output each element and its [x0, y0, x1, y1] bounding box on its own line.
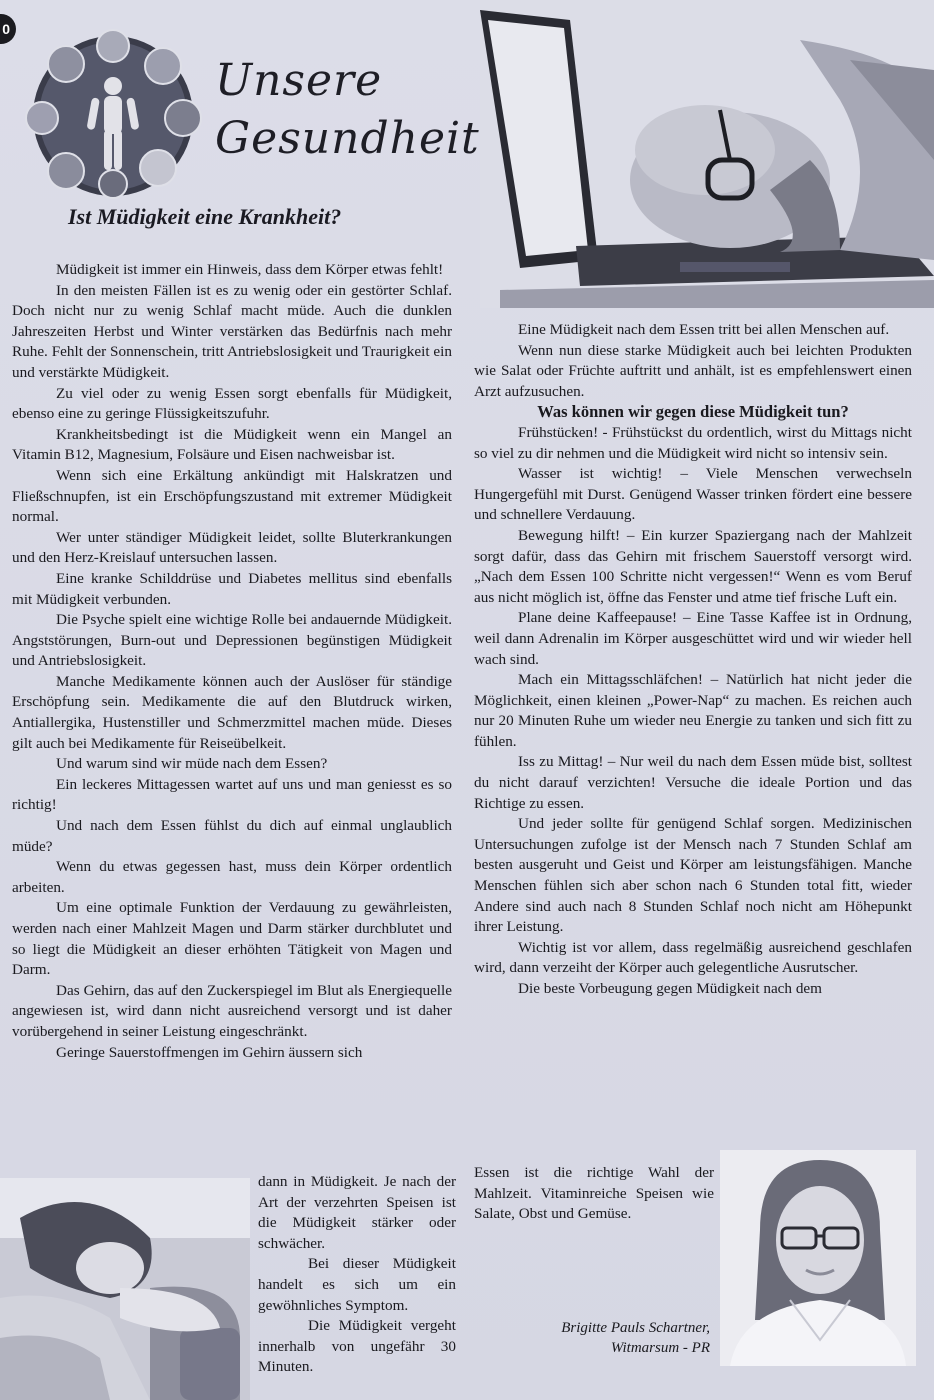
paragraph: Wenn nun diese starke Müdigkeit auch bei leichten Produkten wie Salat oder Früchte auftritt und anhält, ist es empfehlenswert einen Arzt aufzusuchen. — [474, 341, 912, 400]
page-number-badge: 0 — [0, 14, 16, 44]
paragraph: In den meisten Fällen ist es zu wenig oder ein gestörter Schlaf. Doch nicht nur zu wenig Schlaf macht müde. Auch die dunklen Jahreszeiten Herbst und Winter verstärken das Bedürfnis nach mehr Ruhe. Fehlt der Sonnenschein, tritt Antriebslosigkeit und Traurigkeit ein und verstärkte Müdigkeit. — [12, 281, 452, 381]
section-heading-line2: Gesundheit — [215, 113, 480, 164]
paragraph: Wasser ist wichtig! – Viele Menschen verwechseln Hungergefühl mit Durst. Genügend Wasser trinken fördert eine bessere und schnellere Verdauung. — [474, 465, 912, 524]
paragraph: Wer unter ständiger Müdigkeit leidet, sollte Bluterkrankungen und den Herz-Kreislauf untersuchen lassen. — [12, 528, 452, 567]
paragraph: Manche Medikamente können auch der Auslöser für ständige Erschöpfung sein. Medikamente die auf den Blutdruck wirken, Antiallergika, Hustenstiller und Schmerzmittel machen müde. Dieses gilt auch bei Medikamente für Reiseübelkeit. — [12, 672, 452, 752]
article-left-narrow-column — [258, 1172, 456, 1378]
paragraph: Und jeder sollte für genügend Schlaf sorgen. Medizinischen Untersuchungen zufolge ist der Mensch nach 7 Stunden Schlaf am besten ausgeruht und Geist und Körper am leistungsfähigen. Manche Menschen fühlen sich aber schon nach 6 Stunden total fitt, wieder Andere sind auch nach 8 Stunden Schlaf noch nicht am Höhepunkt ihrer Leistung. — [474, 815, 912, 936]
paragraph: Eine Müdigkeit nach dem Essen tritt bei allen Menschen auf. — [518, 321, 890, 338]
section-heading-line1: Unsere — [215, 55, 383, 106]
paragraph: Wenn du etwas gegessen hast, muss dein Körper ordentlich arbeiten. — [12, 858, 452, 896]
paragraph: Iss zu Mittag! – Nur weil du nach dem Essen müde bist, solltest du nicht darauf verzichten! Versuche die ideale Portion und das Richtige zu essen. — [474, 753, 912, 812]
article-title: Ist Müdigkeit eine Krankheit? — [68, 204, 342, 229]
article-left-column — [12, 260, 452, 1063]
article-right-narrow-column — [474, 1163, 714, 1225]
paragraph: Das Gehirn, das auf den Zuckerspiegel im Blut als Energiequelle angewiesen ist, wird dann nicht ausreichend versorgt und ist daher vorübergehend in seiner Leistung eingeschränkt. — [12, 981, 452, 1040]
paragraph: Mach ein Mittagsschläfchen! – Natürlich hat nicht jeder die Möglichkeit, einen kleinen „Power-Nap“ zu machen. Es reichen auch nur 20 Minuten Ruhe um wieder neu Energie zu tanken und sich fitt zu fühlen. — [474, 671, 912, 750]
paragraph: Essen ist die richtige Wahl der Mahlzeit. Vitaminreiche Speisen wie Salate, Obst und Gemüse. — [474, 1164, 714, 1223]
paragraph: Krankheitsbedingt ist die Müdigkeit wenn ein Mangel an Vitamin B12, Magnesium, Folsäure und Eisen nachweisbar ist. — [12, 425, 452, 464]
author-name: Brigitte Pauls Schartner, — [561, 1320, 710, 1336]
paragraph: Ein leckeres Mittagessen wartet auf uns und man geniesst es so richtig! — [12, 775, 452, 814]
paragraph: dann in Müdigkeit. Je nach der Art der verzehrten Speisen ist die Müdigkeit stärker oder schwächer. — [258, 1173, 456, 1252]
paragraph: Wichtig ist vor allem, dass regelmäßig ausreichend geschlafen wird, dann verzeiht der Körper auch gelegentliche Ausrutscher. — [474, 938, 912, 977]
paragraph: Bewegung hilft! – Ein kurzer Spaziergang nach der Mahlzeit sorgt dafür, dass das Gehirn mit frischem Sauerstoff versorgt wird. „Nach dem Essen 100 Schritte nicht vergessen!“ Wenn es vom Beruf aus nicht möglich ist, öffne das Fenster und atme tief frische Luft ein. — [474, 526, 912, 606]
man-sleeping-on-laptop-photo — [480, 0, 934, 308]
author-place: Witmarsum - PR — [610, 1340, 710, 1356]
author-signature — [520, 1318, 710, 1358]
paragraph: Die beste Vorbeugung gegen Müdigkeit nach dem — [518, 980, 822, 997]
paragraph: Müdigkeit ist immer ein Hinweis, dass dem Körper etwas fehlt! — [56, 261, 444, 278]
paragraph: Die Psyche spielt eine wichtige Rolle bei andauernde Müdigkeit. Angststörungen, Burn-out und Depressionen begünstigen Müdigkeit und Antriebslosigkeit. — [12, 611, 452, 670]
paragraph: Geringe Sauerstoffmengen im Gehirn äussern sich — [56, 1043, 363, 1061]
article-right-column — [474, 320, 912, 1000]
woman-sleeping-photo — [0, 1178, 250, 1400]
paragraph: Wenn sich eine Erkältung ankündigt mit Halskratzen und Fließschnupfen, ist ein Erschöpfungszustand mit extremer Müdigkeit normal. — [12, 466, 452, 526]
paragraph: Eine kranke Schilddrüse und Diabetes mellitus sind ebenfalls mit Müdigkeit verbunden. — [12, 569, 452, 608]
paragraph: Frühstücken! - Frühstückst du ordentlich, wirst du Mittags nicht so viel zu dir nehmen und die Müdigkeit wird nicht so intensiv sein. — [474, 423, 912, 462]
paragraph: Zu viel oder zu wenig Essen sorgt ebenfalls für Müdigkeit, ebenso eine zu geringe Flüssigkeitszufuhr. — [12, 384, 452, 423]
paragraph: Und warum sind wir müde nach dem Essen? — [56, 755, 328, 773]
paragraph: Bei dieser Müdigkeit handelt es sich um ein gewöhnliches Symptom. — [258, 1255, 456, 1314]
paragraph: Um eine optimale Funktion der Verdauung zu gewährleisten, werden nach einer Mahlzeit Magen und Darm stärker durchblutet und so liegt die Müdigkeit an dieser erhöhten Tätigkeit von Magen und Darm. — [12, 899, 452, 979]
paragraph: Plane deine Kaffeepause! – Eine Tasse Kaffee ist in Ordnung, weil dann Adrenalin im Körper ausgeschüttet wird und wir wieder hell wach sind. — [474, 609, 912, 668]
subheading: Was können wir gegen diese Müdigkeit tun? — [537, 402, 849, 422]
author-portrait-photo — [720, 1150, 916, 1366]
section-heading — [215, 52, 480, 168]
paragraph: Und nach dem Essen fühlst du dich auf einmal unglaublich müde? — [12, 817, 452, 855]
health-logo-icon — [18, 26, 208, 202]
paragraph: Die Müdigkeit vergeht innerhalb von ungefähr 30 Minuten. — [258, 1317, 456, 1376]
